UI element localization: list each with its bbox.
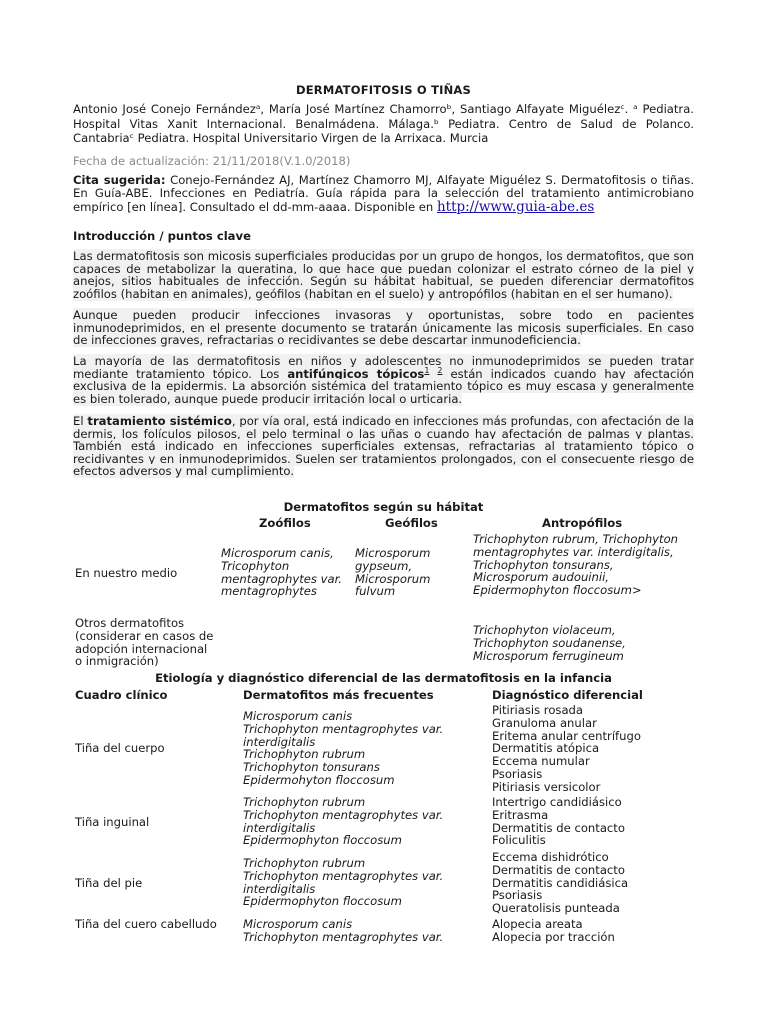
habitat-cell-antro: Trichophyton rubrum, Trichophyton mentagrophytes var. interdigitalis, Trichophyton tonsurans, Microsporum audouinii, Epidermophyton floccosum>	[473, 532, 679, 598]
etiology-table-title: Etiología y diagnóstico diferencial de las dermatofitosis en la infancia	[155, 671, 612, 685]
etiology-cell-diff: Alopecia areata Alopecia por tracción	[492, 917, 615, 944]
etiology-cell-diff: Pitiriasis rosada Granuloma anular Eritema anular centrífugo Dermatitis atópica Eccema numular Psoriasis Pitiriasis versicolor	[492, 703, 641, 794]
etiology-row-label: Tiña del cuero cabelludo	[75, 917, 217, 931]
habitat-col-zoofilos: Zoófilos	[259, 516, 311, 530]
intro-p2-text: Aunque pueden producir infecciones invasoras y oportunistas, sobre todo en pacientes inmunodeprimidos, en el presente documento se tratarán únicamente las micosis superficiales. En caso de infecciones graves, refractarias o recidivantes se debe descartar inmunodeficiencia.	[73, 308, 694, 348]
etiology-cell-derm: Trichophyton rubrum Trichophyton mentagrophytes var. interdigitalis Epidermophyton floccosum	[243, 856, 444, 909]
citation-text: Conejo-Fernández AJ, Martínez Chamorro MJ, Alfayate Miguélez S. Dermatofitosis o tiñas. En Guía-ABE. Infecciones en Pediatría. Guía rápida para la selección del tratamiento antimicrobiano empírico [en línea]. Consultado el dd-mm-aaaa. Disponible en	[73, 173, 695, 214]
topical-antifungals-term: antifúngicos tópicos	[287, 366, 425, 381]
suggested-citation	[73, 174, 694, 214]
habitat-cell-antro: Trichophyton violaceum, Trichophyton soudanense, Microsporum ferrugineum	[473, 623, 626, 663]
intro-p1-text: Las dermatofitosis son micosis superficiales producidas por un grupo de hongos, los dermatofitos, que son capaces de metabolizar la queratina, lo que hace que puedan colonizar el estrato córneo de la piel y anejos, sitios habituales de infección. Según su hábitat habitual, se pueden diferenciar dermatofitos zoófilos (habitan en animales), geófilos (habitan en el suelo) y antropófilos (habitan en el ser humano).	[73, 249, 694, 301]
habitat-row-label: En nuestro medio	[75, 566, 178, 580]
systemic-treatment-term: tratamiento sistémico	[87, 414, 232, 428]
habitat-table-title: Dermatofitos según su hábitat	[283, 500, 484, 514]
intro-p3-text-a: La mayoría de las dermatofitosis en niños y adolescentes no inmunodeprimidos se pueden tratar mediante tratamiento tópico. Los	[73, 354, 694, 381]
intro-p4-text-b: , por vía oral, está indicado en infecciones más profundas, con afectación de la dermis, los folículos pilosos, el pelo terminal o las uñas o cuando hay afectación de palmas y plantas. También está indicado en infecciones superficiales extensas, refractarias al tratamiento tópico o recidivantes y en inmunodeprimidos. Suelen ser tratamientos prolongados, con el consecuente riesgo de efectos adversos y mal cumplimiento.	[73, 414, 694, 479]
citation-label: Cita sugerida:	[73, 173, 166, 187]
etiology-row-label: Tiña del pie	[75, 876, 143, 890]
intro-paragraph-4	[73, 415, 694, 478]
intro-heading: Introducción / puntos clave	[73, 229, 251, 243]
habitat-row-label: Otros dermatofitos (considerar en casos de adopción internacional o inmigración)	[75, 616, 214, 669]
intro-paragraph-1	[73, 250, 694, 300]
etiology-col-diagnostico: Diagnóstico diferencial	[492, 688, 643, 702]
etiology-col-cuadro: Cuadro clínico	[75, 688, 168, 702]
etiology-col-dermatofitos: Dermatofitos más frecuentes	[243, 688, 434, 702]
intro-p4-text-a: El	[73, 414, 84, 428]
intro-paragraph-2	[73, 309, 694, 347]
etiology-cell-diff: Eccema dishidrótico Dermatitis de contacto Dermatitis candidiásica Psoriasis Queratolisis punteada	[492, 850, 629, 916]
intro-paragraph-3	[73, 355, 694, 405]
habitat-col-geofilos: Geófilos	[385, 516, 438, 530]
guia-abe-link[interactable]: http://www.guia-abe.es	[436, 198, 595, 215]
authors-affiliations: Antonio José Conejo Fernándezᵃ, María José Martínez Chamorroᵇ, Santiago Alfayate Miguélezᶜ. ᵃ Pediatra. Hospital Vitas Xanit Internacional. Benalmádena. Málaga.ᵇ Pediatra. Centro de Salud de Polanco. Cantabriaᶜ Pediatra. Hospital Universitario Virgen de la Arrixaca. Murcia	[73, 102, 694, 146]
etiology-cell-derm: Trichophyton rubrum Trichophyton mentagrophytes var. interdigitalis Epidermophyton floccosum	[243, 795, 444, 848]
habitat-cell-zoo: Microsporum canis, Tricophyton mentagrophytes var. mentagrophytes	[221, 546, 342, 599]
etiology-cell-derm: Microsporum canis Trichophyton mentagrophytes var.	[243, 917, 444, 944]
reference-2-link[interactable]: 2	[437, 365, 443, 375]
update-date: Fecha de actualización: 21/11/2018(V.1.0/2018)	[73, 154, 351, 168]
habitat-col-antropofilos: Antropófilos	[542, 516, 623, 530]
habitat-cell-geo: Microsporum gypseum, Microsporum fulvum	[355, 546, 431, 599]
etiology-row-label: Tiña del cuerpo	[75, 741, 165, 755]
etiology-row-label: Tiña inguinal	[75, 815, 150, 829]
reference-1-link[interactable]: 1	[424, 365, 430, 375]
etiology-cell-derm: Microsporum canis Trichophyton mentagrophytes var. interdigitalis Trichophyton rubrum Trichophyton tonsurans Epidermohyton floccosum	[243, 709, 444, 787]
etiology-cell-diff: Intertrigo candidiásico Eritrasma Dermatitis de contacto Foliculitis	[492, 795, 625, 848]
intro-p3-text-b: están indicados cuando hay afectación exclusiva de la epidermis. La absorción sistémica del tratamiento tópico es muy escasa y generalmente es bien tolerado, aunque puede producir irritación local o urticaria.	[73, 366, 695, 406]
document-title: DERMATOFITOSIS O TIÑAS	[295, 83, 472, 97]
